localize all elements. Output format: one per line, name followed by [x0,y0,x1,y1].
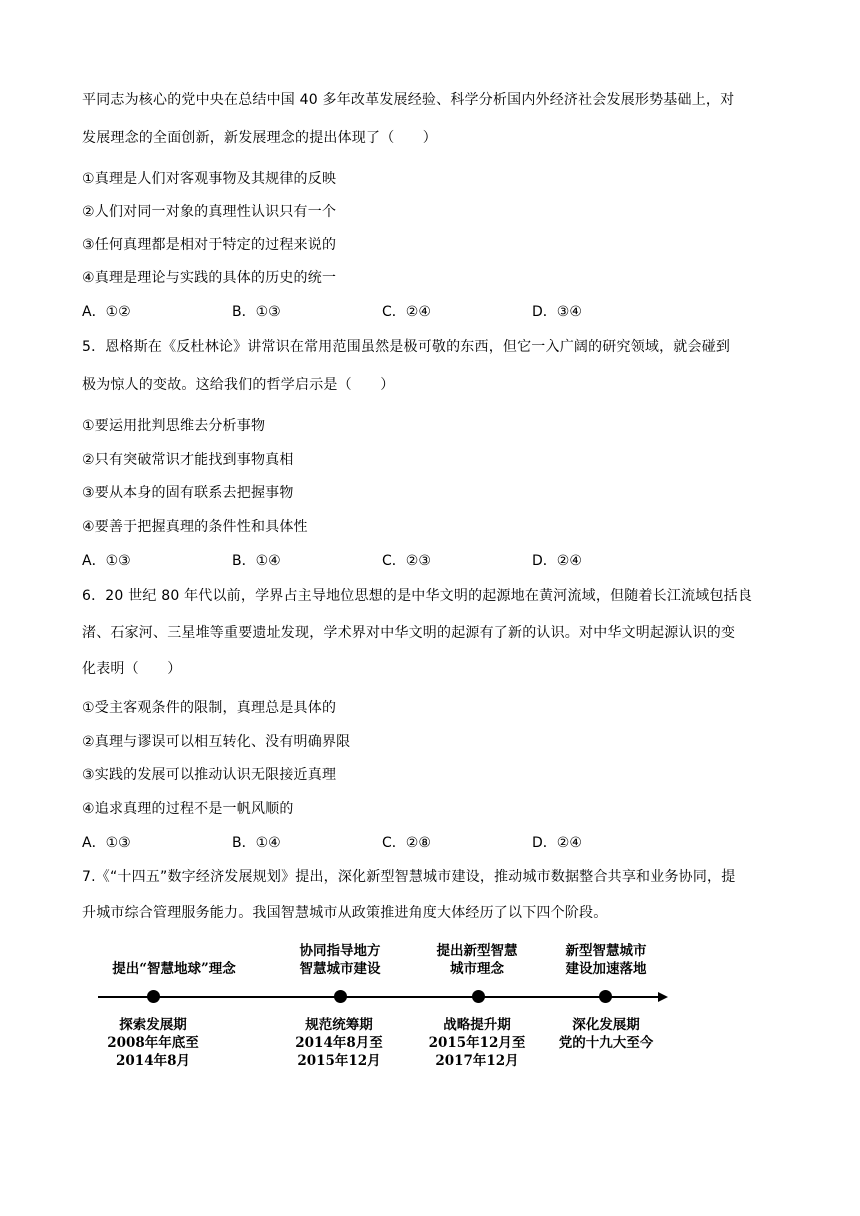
timeline-node-3 [472,990,485,1003]
q5-option-d[interactable]: D．②④ [532,553,582,569]
q7-stem-line2: 升城市综合管理服务能力。我国智慧城市从政策推进角度大体经历了以下四个阶段。 [82,905,608,921]
q5-option-b[interactable]: B．①④ [232,553,281,569]
timeline-stage2-top-line2: 智慧城市建设 [299,961,381,977]
timeline-axis [98,996,660,998]
timeline-node-4 [599,990,612,1003]
q5-item-2: ②只有突破常识才能找到事物真相 [82,452,294,468]
q5-stem-line2: 极为惊人的变故。这给我们的哲学启示是（ ） [82,377,395,393]
timeline-stage2-phase: 规范统筹期 [305,1017,373,1033]
q6-option-c[interactable]: C．②⑧ [382,835,431,851]
q4-stem-line1: 平同志为核心的党中央在总结中国 40 多年改革发展经验、科学分析国内外经济社会发展形势基础上，对 [82,92,735,108]
timeline-stage1-top: 提出“智慧地球”理念 [112,961,236,977]
timeline-stage2-period-line1: 2014年8月至 [295,1035,383,1051]
timeline-stage3-top-line1: 提出新型智慧 [436,943,518,959]
timeline-stage3-phase: 战略提升期 [443,1017,511,1033]
timeline-stage3-period-line2: 2017年12月 [435,1053,519,1069]
timeline-stage3-period-line1: 2015年12月至 [428,1035,526,1051]
q4-option-c[interactable]: C．②④ [382,304,431,320]
q4-item-3: ③任何真理都是相对于特定的过程来说的 [82,237,337,253]
q5-item-1: ①要运用批判思维去分析事物 [82,418,266,434]
q5-item-4: ④要善于把握真理的条件性和具体性 [82,519,308,535]
q4-option-a[interactable]: A．①② [82,304,131,320]
timeline-stage4-period-line1: 党的十九大至今 [558,1035,654,1051]
q5-option-c[interactable]: C．②③ [382,553,431,569]
q4-item-1: ①真理是人们对客观事物及其规律的反映 [82,171,337,187]
q6-stem-line3: 化表明（ ） [82,661,182,677]
q5-option-a[interactable]: A．①③ [82,553,131,569]
q4-option-b[interactable]: B．①③ [232,304,281,320]
q6-item-4: ④追求真理的过程不是一帆风顺的 [82,801,294,817]
timeline-arrow-icon [658,992,668,1002]
timeline-node-1 [147,990,160,1003]
timeline-stage4-top-line2: 建设加速落地 [565,961,647,977]
q4-item-2: ②人们对同一对象的真理性认识只有一个 [82,204,337,220]
q6-stem-line2: 渚、石家河、三星堆等重要遗址发现，学术界对中华文明的起源有了新的认识。对中华文明起源认识的变 [82,625,736,641]
timeline-stage2-period-line2: 2015年12月 [297,1053,381,1069]
q6-option-d[interactable]: D．②④ [532,835,582,851]
q6-option-b[interactable]: B．①④ [232,835,281,851]
timeline-stage1-phase: 探索发展期 [119,1017,187,1033]
q7-stem-line1: 7.《“十四五”数字经济发展规划》提出，深化新型智慧城市建设，推动城市数据整合共享和业务协同，提 [82,869,736,885]
q6-item-2: ②真理与谬误可以相互转化、没有明确界限 [82,734,351,750]
timeline-stage1-period-line2: 2014年8月 [116,1053,190,1069]
q4-stem-line2: 发展理念的全面创新，新发展理念的提出体现了（ ） [82,130,437,146]
timeline-stage3-top-line2: 城市理念 [450,961,504,977]
q6-stem-line1: 6．20 世纪 80 年代以前，学界占主导地位思想的是中华文明的起源地在黄河流域，但随着长江流域包括良 [82,588,753,604]
timeline-stage4-phase: 深化发展期 [572,1017,640,1033]
q6-option-a[interactable]: A．①③ [82,835,131,851]
timeline-node-2 [334,990,347,1003]
q6-item-1: ①受主客观条件的限制，真理总是具体的 [82,700,337,716]
q4-item-4: ④真理是理论与实践的具体的历史的统一 [82,270,337,286]
q5-item-3: ③要从本身的固有联系去把握事物 [82,485,294,501]
q4-option-d[interactable]: D．③④ [532,304,582,320]
timeline-stage2-top-line1: 协同指导地方 [299,943,381,959]
timeline-stage1-period-line1: 2008年年底至 [107,1035,199,1051]
q5-stem-line1: 5．恩格斯在《反杜林论》讲常识在常用范围虽然是极可敬的东西，但它一入广阔的研究领域，就会碰到 [82,339,731,355]
q6-item-3: ③实践的发展可以推动认识无限接近真理 [82,767,337,783]
timeline-stage4-top-line1: 新型智慧城市 [565,943,647,959]
